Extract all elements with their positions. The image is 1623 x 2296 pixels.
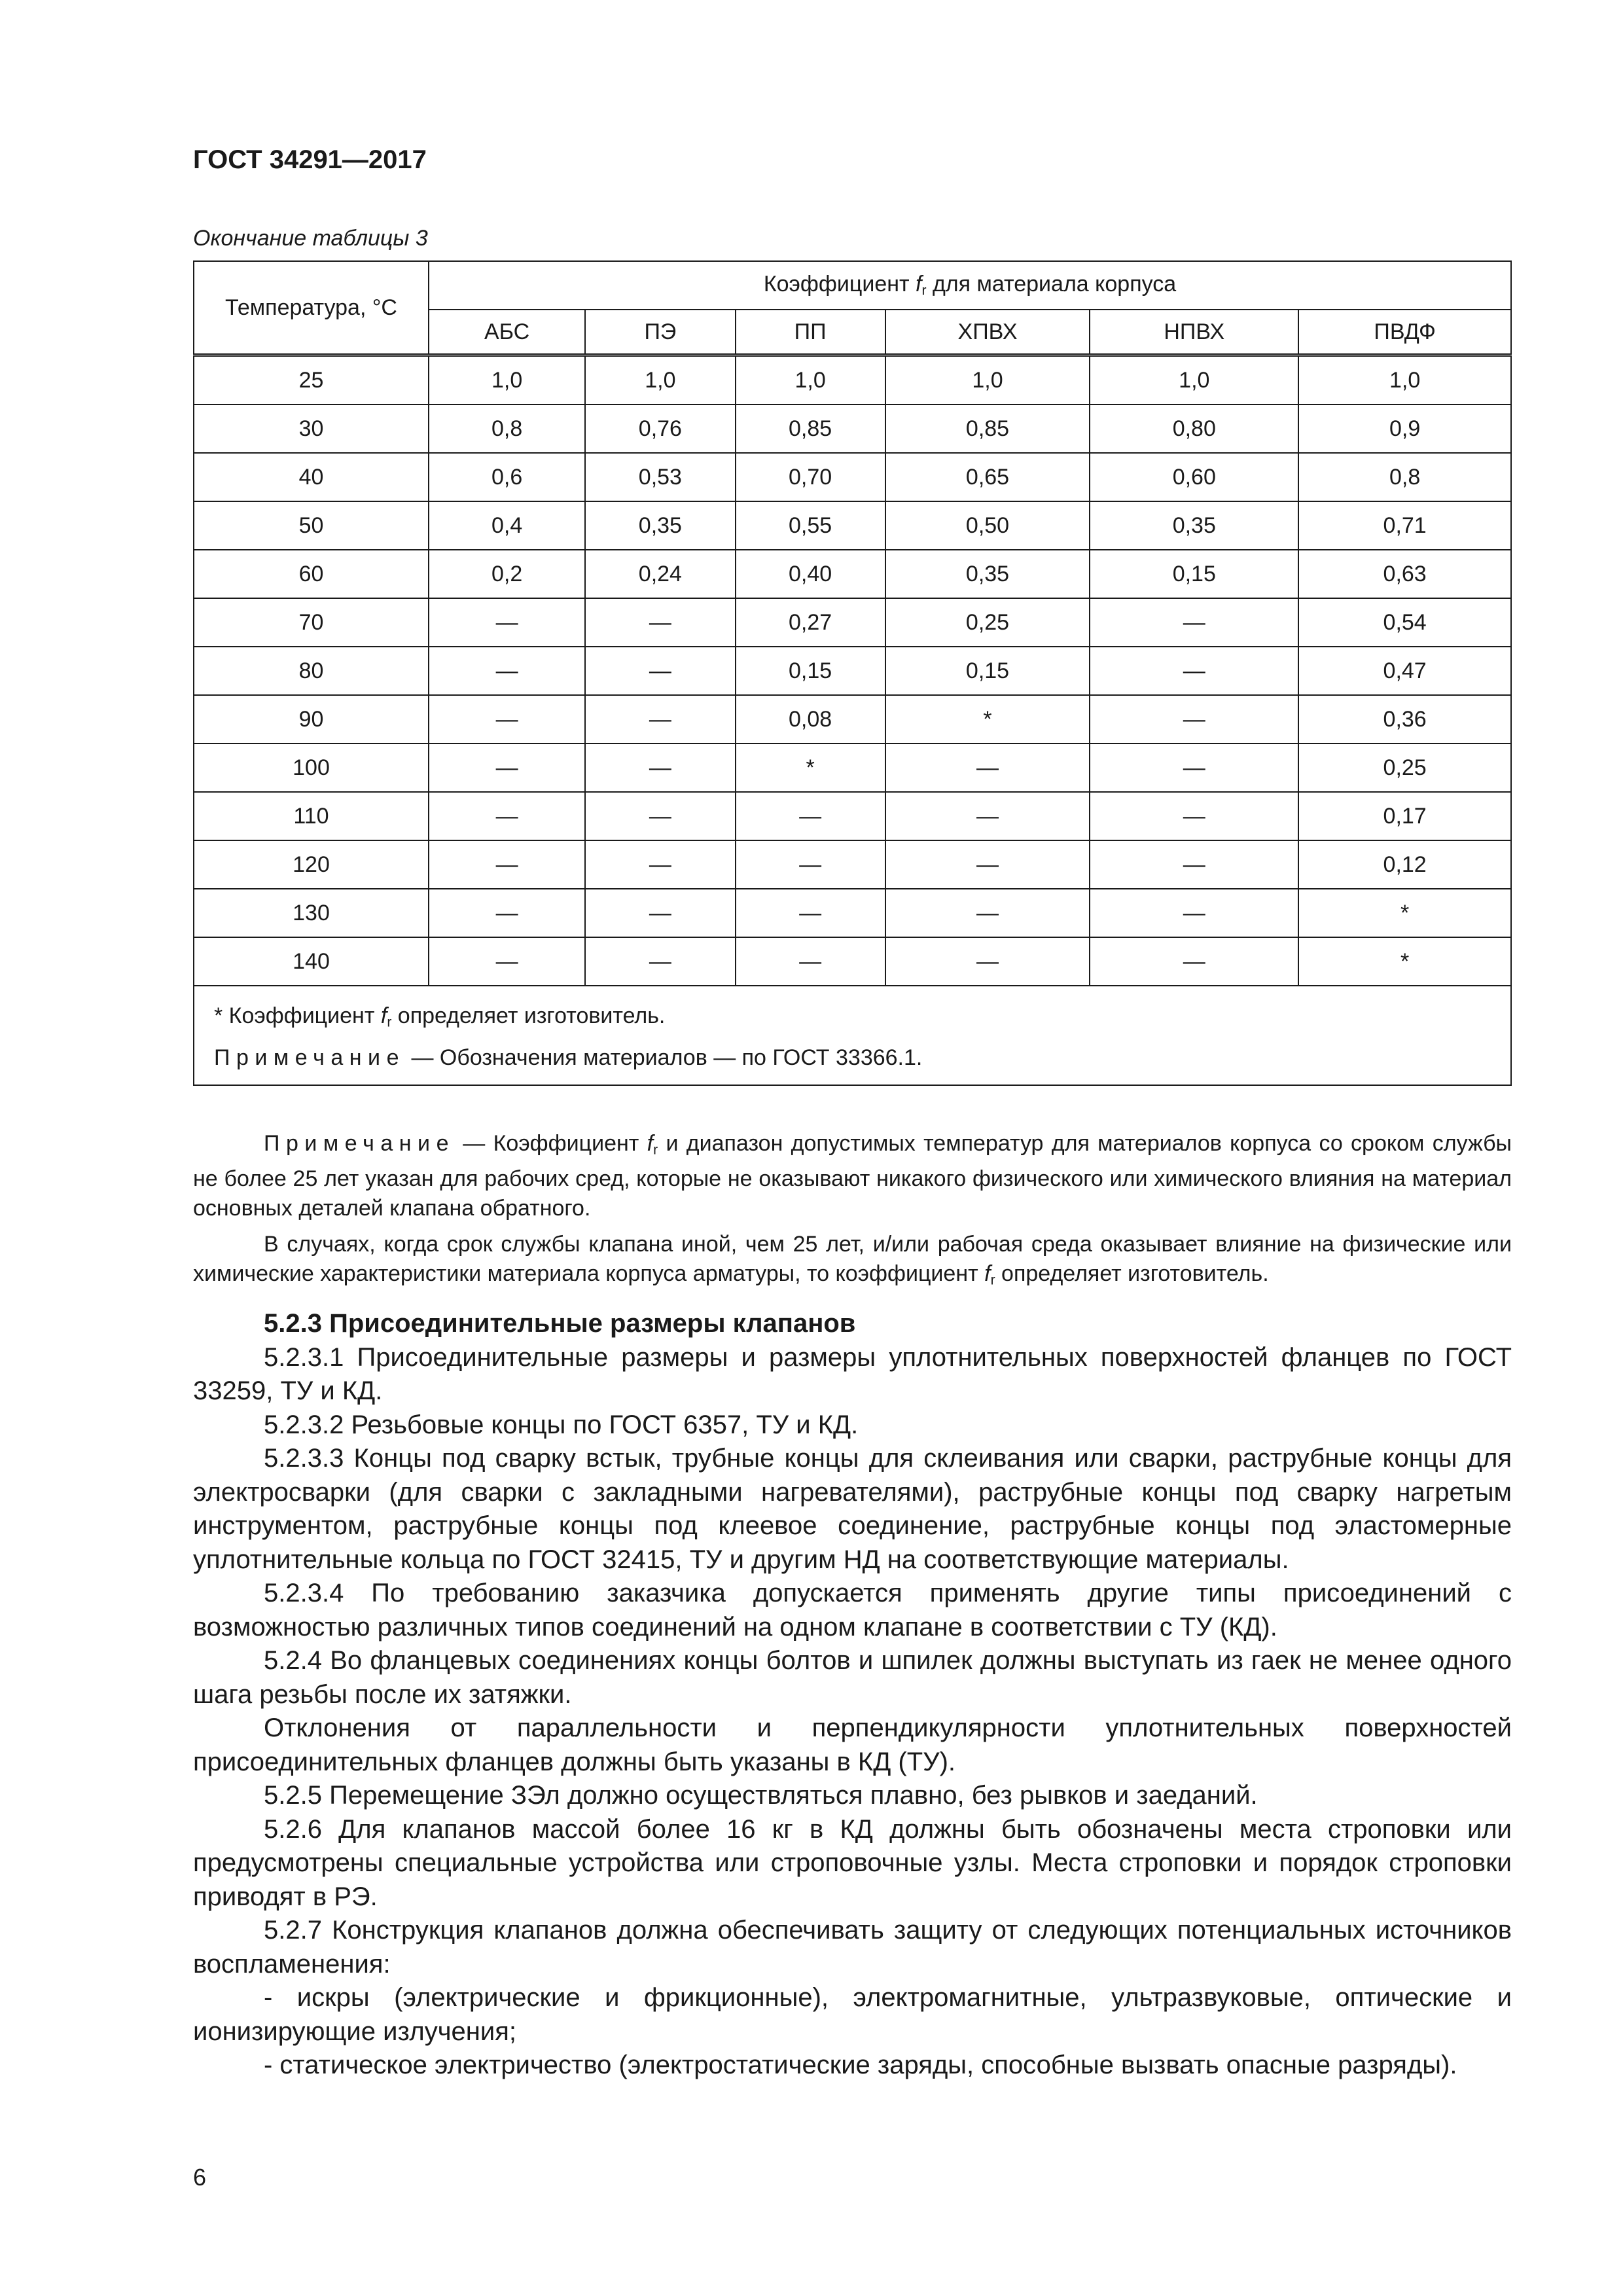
body-paragraph: 5.2.3.4 По требованию заказчика допускается применять другие типы присоединений с возможностью различных типов соединений на одном клапане в соответствии с ТУ (КД).	[193, 1579, 1512, 1641]
temperature-cell: 110	[194, 792, 429, 840]
table-notes-cell	[194, 986, 1511, 1085]
material-header: АБС	[429, 310, 585, 355]
coefficient-cell: —	[585, 792, 735, 840]
body-paragraph: - статическое электричество (электростатические заряды, способные вызвать опасные разряды).	[264, 2051, 1457, 2079]
coefficient-cell: 0,70	[736, 453, 885, 501]
coefficient-cell: —	[429, 840, 585, 889]
table-note: Примечание — Обозначения материалов — по ГОСТ 33366.1.	[214, 1045, 923, 1071]
coefficient-cell: —	[1090, 792, 1298, 840]
coefficient-cell: 1,0	[585, 355, 735, 405]
coefficient-cell: 0,65	[885, 453, 1090, 501]
temperature-cell: 40	[194, 453, 429, 501]
coefficient-cell: —	[1090, 840, 1298, 889]
page-number: 6	[193, 2164, 207, 2191]
coefficient-cell: 0,4	[429, 501, 585, 550]
coefficient-cell: 0,15	[885, 647, 1090, 695]
coefficient-cell: 0,8	[1298, 453, 1511, 501]
coefficient-cell: 1,0	[885, 355, 1090, 405]
table-row	[194, 550, 1511, 598]
coefficient-cell: 0,80	[1090, 404, 1298, 453]
body-paragraph: 5.2.5 Перемещение ЗЭл должно осуществляться плавно, без рывков и заеданий.	[264, 1781, 1258, 1810]
coefficient-cell: *	[885, 695, 1090, 744]
coefficient-cell: —	[585, 840, 735, 889]
coefficient-cell: 1,0	[736, 355, 885, 405]
coefficient-cell: 0,35	[1090, 501, 1298, 550]
coefficient-cell: 0,08	[736, 695, 885, 744]
coefficient-cell: —	[885, 889, 1090, 937]
table-row	[194, 404, 1511, 453]
coefficient-cell: 0,35	[585, 501, 735, 550]
coefficient-cell: 0,60	[1090, 453, 1298, 501]
coefficient-cell: 0,8	[429, 404, 585, 453]
coefficient-cell: —	[1090, 889, 1298, 937]
note-service-life: В случаях, когда срок службы клапана иной, чем 25 лет, и/или рабочая среда оказывает влияние на физические или химические характеристики материала корпуса арматуры, то коэффициент $f_r$ определяет изготовитель.	[193, 1232, 1512, 1288]
coefficient-cell: —	[585, 598, 735, 647]
temperature-column-header: Температура, °С	[194, 261, 429, 355]
coefficient-cell: 0,71	[1298, 501, 1511, 550]
temperature-cell: 70	[194, 598, 429, 647]
coefficient-cell: —	[1090, 744, 1298, 792]
coefficient-cell: 0,9	[1298, 404, 1511, 453]
coefficient-cell: —	[429, 598, 585, 647]
coefficient-cell: 0,85	[885, 404, 1090, 453]
temperature-cell: 100	[194, 744, 429, 792]
material-header: НПВХ	[1090, 310, 1298, 355]
table-row	[194, 453, 1511, 501]
body-paragraph: 5.2.7 Конструкция клапанов должна обеспечивать защиту от следующих потенциальных источников воспламенения:	[193, 1916, 1512, 1979]
body-paragraph: - искры (электрические и фрикционные), электромагнитные, ультразвуковые, оптические и ионизирующие излучения;	[193, 1983, 1512, 2046]
coefficient-cell: 0,25	[885, 598, 1090, 647]
coefficient-cell: 1,0	[1090, 355, 1298, 405]
coefficient-group-header: Коэффициент $f_r$ для материала корпуса	[429, 261, 1511, 310]
coefficient-cell: —	[1090, 695, 1298, 744]
table-row	[194, 744, 1511, 792]
coefficient-cell: 0,40	[736, 550, 885, 598]
table-row	[194, 840, 1511, 889]
coefficient-cell: 0,15	[736, 647, 885, 695]
coefficient-cell: —	[1090, 598, 1298, 647]
coefficient-cell: 0,15	[1090, 550, 1298, 598]
body-paragraph: 5.2.6 Для клапанов массой более 16 кг в КД должны быть обозначены места строповки или предусмотрены специальные устройства или строповочные узлы. Места строповки и порядок строповки приводят в РЭ.	[193, 1814, 1512, 1911]
coefficient-cell: —	[585, 695, 735, 744]
coefficient-cell: —	[736, 937, 885, 986]
temperature-cell: 25	[194, 355, 429, 405]
coefficient-cell: 0,85	[736, 404, 885, 453]
temperature-cell: 140	[194, 937, 429, 986]
coefficient-cell: 0,2	[429, 550, 585, 598]
material-header: ПЭ	[585, 310, 735, 355]
coefficient-cell: —	[885, 744, 1090, 792]
temperature-cell: 30	[194, 404, 429, 453]
table-row	[194, 501, 1511, 550]
body-paragraph: 5.2.3.3 Концы под сварку встык, трубные концы для склеивания или сварки, раструбные концы для электросварки (для сварки с закладными нагревателями), раструбные концы под сварку нагретым инструментом, раструбные концы под клеевое соединение, раструбные концы под эластомерные уплотнительные кольца по ГОСТ 32415, ТУ и другим НД на соответствующие материалы.	[193, 1444, 1512, 1574]
coefficient-cell: —	[585, 937, 735, 986]
coefficient-cell: —	[1090, 937, 1298, 986]
coefficient-cell: 0,50	[885, 501, 1090, 550]
coefficient-cell: 0,36	[1298, 695, 1511, 744]
coefficient-cell: —	[429, 889, 585, 937]
coefficient-cell: 0,35	[885, 550, 1090, 598]
coefficient-cell: 0,63	[1298, 550, 1511, 598]
coefficient-cell: —	[429, 647, 585, 695]
coefficient-cell: —	[1090, 647, 1298, 695]
table-row	[194, 889, 1511, 937]
coefficient-cell: —	[885, 840, 1090, 889]
temperature-cell: 80	[194, 647, 429, 695]
table-footnote: * Коэффициент $f_r$ определяет изготовитель.	[214, 1003, 666, 1030]
coefficient-cell: *	[736, 744, 885, 792]
coefficient-cell: 1,0	[1298, 355, 1511, 405]
temperature-cell: 120	[194, 840, 429, 889]
coefficient-cell: 0,55	[736, 501, 885, 550]
coefficient-cell: 0,47	[1298, 647, 1511, 695]
notes-section	[193, 1129, 1512, 1295]
table-row	[194, 647, 1511, 695]
coefficient-table	[193, 260, 1512, 1086]
material-header: ХПВХ	[885, 310, 1090, 355]
coefficient-cell: 0,6	[429, 453, 585, 501]
coefficient-cell: —	[429, 744, 585, 792]
body-paragraph: 5.2.4 Во фланцевых соединениях концы болтов и шпилек должны выступать из гаек не менее одного шага резьбы после их затяжки.	[193, 1646, 1512, 1709]
coefficient-cell: —	[429, 695, 585, 744]
table-row	[194, 937, 1511, 986]
coefficient-cell: —	[585, 647, 735, 695]
body-paragraph: 5.2.3.1 Присоединительные размеры и размеры уплотнительных поверхностей фланцев по ГОСТ 33259, ТУ и КД.	[193, 1342, 1512, 1405]
coefficient-cell: —	[885, 937, 1090, 986]
coefficient-cell: —	[736, 840, 885, 889]
coefficient-cell: —	[585, 889, 735, 937]
coefficient-cell: 0,76	[585, 404, 735, 453]
table-row	[194, 598, 1511, 647]
coefficient-cell: 0,53	[585, 453, 735, 501]
table-row	[194, 355, 1511, 405]
coefficient-cell: —	[885, 792, 1090, 840]
coefficient-cell: —	[585, 744, 735, 792]
material-header: ПВДФ	[1298, 310, 1511, 355]
table-caption: Окончание таблицы 3	[193, 226, 428, 251]
coefficient-cell: 0,12	[1298, 840, 1511, 889]
section-heading: 5.2.3 Присоединительные размеры клапанов	[264, 1309, 856, 1338]
coefficient-cell: 1,0	[429, 355, 585, 405]
body-text	[193, 1307, 1512, 2083]
body-paragraph: 5.2.3.2 Резьбовые концы по ГОСТ 6357, ТУ и КД.	[264, 1410, 859, 1439]
coefficient-cell: 0,24	[585, 550, 735, 598]
material-header: ПП	[736, 310, 885, 355]
note-coefficient-range: Примечание — Коэффициент $f_r$ и диапазон допустимых температур для материалов корпуса со сроком службы не более 25 лет указан для рабочих сред, которые не оказывают никакого физического или химического влияния на материал основных деталей клапана обратного.	[193, 1131, 1512, 1221]
coefficient-cell: —	[736, 889, 885, 937]
table-notes-row	[194, 986, 1511, 1085]
coefficient-cell: —	[429, 792, 585, 840]
temperature-cell: 90	[194, 695, 429, 744]
coefficient-cell: *	[1298, 889, 1511, 937]
coefficient-cell: —	[429, 937, 585, 986]
coefficient-cell: 0,17	[1298, 792, 1511, 840]
coefficient-cell: *	[1298, 937, 1511, 986]
temperature-cell: 130	[194, 889, 429, 937]
body-paragraph: Отклонения от параллельности и перпендикулярности уплотнительных поверхностей присоединительных фланцев должны быть указаны в КД (ТУ).	[193, 1713, 1512, 1776]
coefficient-cell: 0,25	[1298, 744, 1511, 792]
coefficient-cell: 0,54	[1298, 598, 1511, 647]
table-row	[194, 792, 1511, 840]
coefficient-cell: —	[736, 792, 885, 840]
temperature-cell: 60	[194, 550, 429, 598]
coefficient-cell: 0,27	[736, 598, 885, 647]
temperature-cell: 50	[194, 501, 429, 550]
table-row	[194, 695, 1511, 744]
document-code-header: ГОСТ 34291—2017	[193, 145, 427, 174]
